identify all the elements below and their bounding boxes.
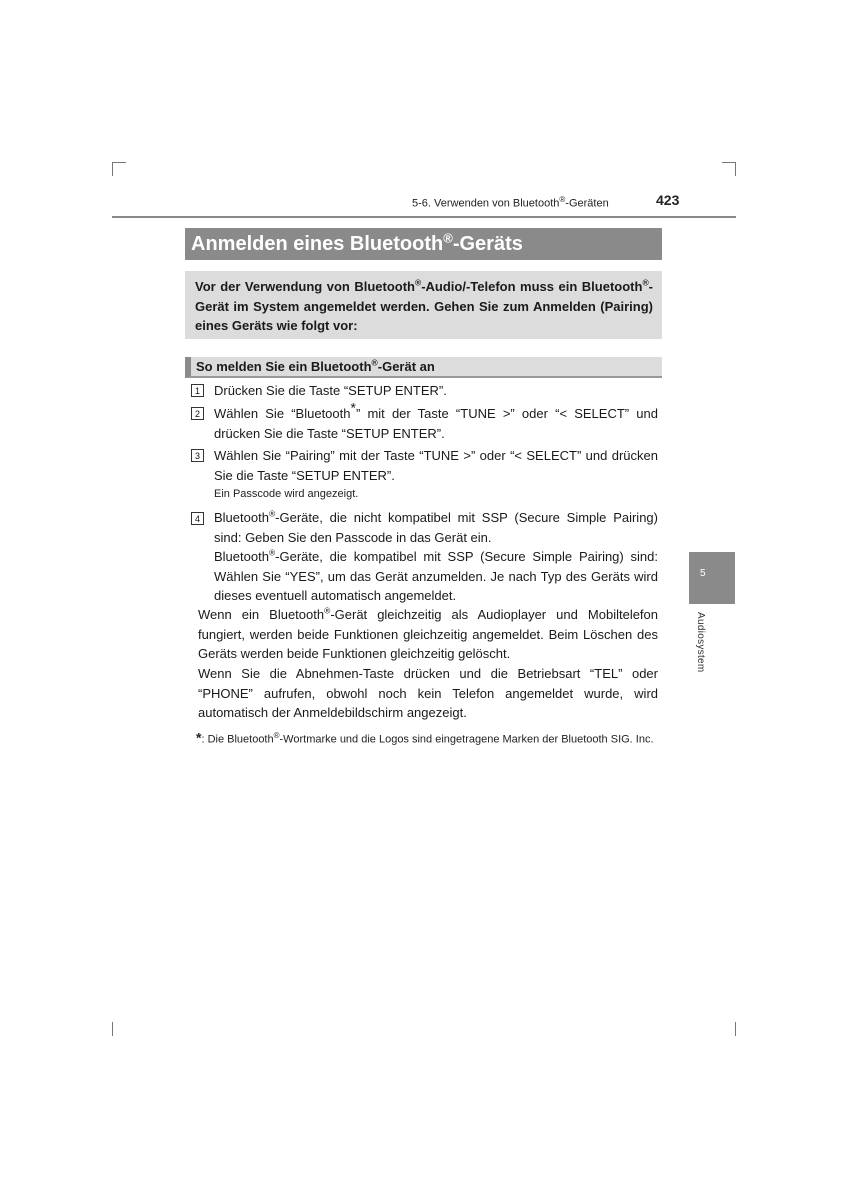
- crop-mark: [112, 1022, 113, 1036]
- section-header: 5-6. Verwenden von Bluetooth®-Geräten: [412, 195, 609, 210]
- info-paragraph: Wenn ein Bluetooth®-Gerät gleichzeitig als Audioplayer und Mobiltelefon fungiert, werden beide Funktionen gleichzeitig angemeldet. Beim Löschen des Geräts werden beide Funktionen gleichzeitig gelöscht.: [198, 605, 659, 661]
- chapter-tab: 5: [689, 552, 735, 604]
- intro-box: Vor der Verwendung von Bluetooth®-Audio/-Telefon muss ein Bluetooth®-Gerät im System angemeldet werden. Gehen Sie zum Anmelden (Pairing) eines Geräts wie folgt vor:: [185, 271, 662, 339]
- info-paragraph: Wenn Sie die Abnehmen-Taste drücken und die Betriebsart “TEL” oder “PHONE” aufrufen, obwohl noch kein Telefon angemeldet wurde, wird automatisch der Anmeldebildschirm angezeigt.: [198, 666, 658, 720]
- step-number: 4: [191, 512, 204, 525]
- crop-mark: [735, 162, 736, 176]
- chapter-label: Audiosystem: [695, 612, 706, 673]
- step-number: 2: [191, 407, 204, 420]
- crop-mark: [112, 162, 113, 176]
- step-text: Wählen Sie “Pairing” mit der Taste “TUNE >” oder “< SELECT” und drücken Sie die Taste “SETUP ENTER”.: [214, 448, 658, 483]
- page-number: 423: [656, 192, 680, 208]
- step-number: 1: [191, 384, 204, 397]
- step-text: Wählen Sie “Bluetooth*” mit der Taste “TUNE >” oder “< SELECT” und drücken Sie die Taste “SETUP ENTER”.: [214, 399, 658, 441]
- header-rule: [112, 216, 736, 218]
- page-title: Anmelden eines Bluetooth®-Geräts: [185, 228, 662, 260]
- crop-mark: [112, 162, 126, 163]
- step-text: Bluetooth®-Geräte, die nicht kompatibel mit SSP (Secure Simple Pairing) sind: Geben Sie den Passcode in das Gerät ein. Bluetooth®-Geräte, die kompatibel mit SSP (Secure Simple Pairing) sind: Wählen Sie “YES”, um das Gerät anzumelden. Je nach Typ des Geräts wird dieses eventuell automatisch angemeldet.: [214, 508, 658, 603]
- footnote: *: Die Bluetooth®-Wortmarke und die Logos sind eingetragene Marken der Bluetooth SIG. Inc.: [196, 729, 654, 746]
- subheading: So melden Sie ein Bluetooth®-Gerät an: [185, 357, 662, 378]
- step-text: Drücken Sie die Taste “SETUP ENTER”.: [214, 383, 447, 398]
- passcode-note: Ein Passcode wird angezeigt.: [214, 488, 359, 500]
- crop-mark: [735, 1022, 736, 1036]
- crop-mark: [722, 162, 736, 163]
- step-number: 3: [191, 449, 204, 462]
